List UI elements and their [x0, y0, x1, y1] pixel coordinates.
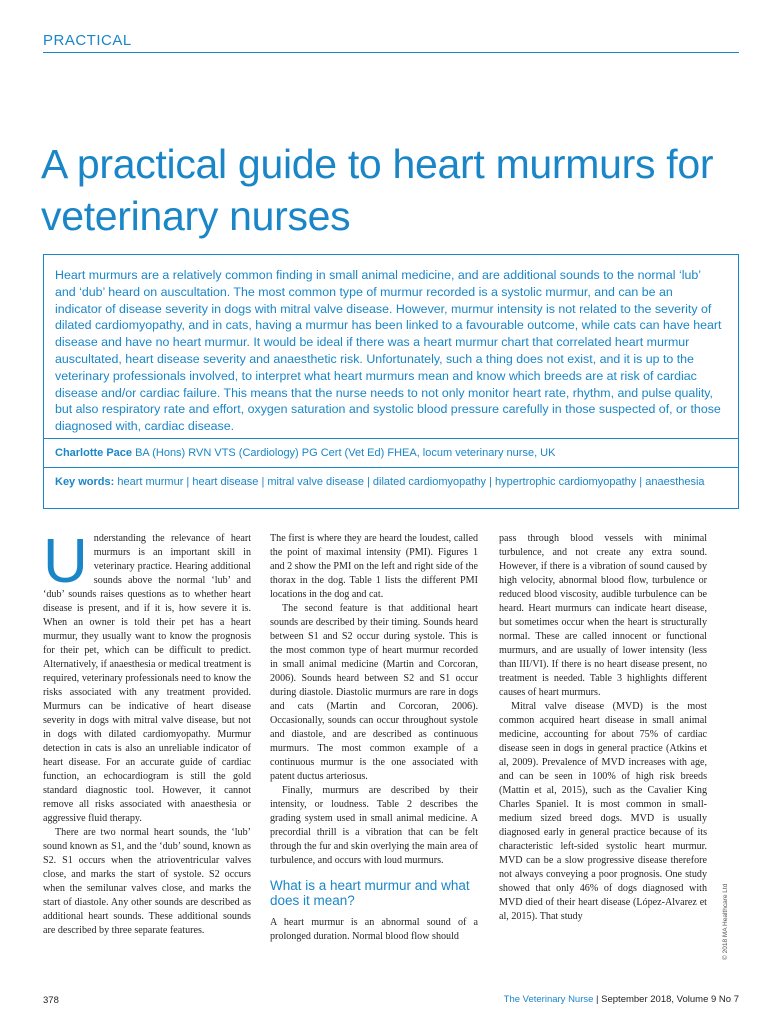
body-column-3 — [499, 532, 707, 924]
paragraph: pass through blood vessels with minimal turbulence, and not create any extra sound. However, if there is a vibration of sound caused by high velocity, abnormal blood flow, turbulence or reduced blood viscosity, audible turbulence can be heard. Heart murmurs can indicate heart disease, but sometimes occur when the heart is structurally normal. These are called innocent or functional murmurs, and are usually of lower intensity (less than III/VI). If there is no heart disease present, no treatment is needed. Table 3 highlights different causes of heart murmurs. — [499, 533, 707, 698]
abstract-divider — [44, 438, 738, 439]
paragraph: Finally, murmurs are described by their intensity, or loudness. Table 2 describes the grading system used in small animal medicine. A precordial thrill is a vibration that can be felt through the fur and skin overlying the main area of turbulence, and occurs with loud murmurs. — [270, 785, 478, 866]
abstract-text: Heart murmurs are a relatively common finding in small animal medicine, and are additional sounds to the normal ‘lub’ and ‘dub’ heard on auscultation. The most common type of murmur recorded is a systolic murmur, and can be an indicator of disease severity in dogs with mitral valve disease. However, murmur intensity is not related to the severity of dilated cardiomyopathy, and in cats, having a murmur has been linked to a favourable outcome, while cats can have heart disease and have no heart murmur. It would be ideal if there was a heart murmur chart that correlated heart murmur auscultated, heart disease severity and anaesthetic risk. Unfortunately, such a thing does not exist, and it is up to the veterinary professionals involved, to interpret what heart murmurs mean and know which breeds are at risk of cardiac disease and/or cardiac failure. This means that the nurse needs to not only monitor heart rate, rhythm, and pulse quality, but also respiratory rate and effort, oxygen saturation and systolic blood pressure carefully in those suspected of, or those diagnosed with, cardiac disease. — [55, 268, 722, 434]
page-number: 378 — [43, 995, 59, 1006]
author-credentials: BA (Hons) RVN VTS (Cardiology) PG Cert (Vet Ed) FHEA, locum veterinary nurse, UK — [135, 447, 556, 459]
journal-name: The Veterinary Nurse — [503, 994, 594, 1005]
header-rule — [43, 52, 739, 53]
paragraph: The first is where they are heard the loudest, called the point of maximal intensity (PMI). Figures 1 and 2 show the PMI on the left and right side of the thorax in the dog. Table 1 lists the different PMI locations in the dog and cat. — [270, 533, 479, 600]
abstract-box — [43, 254, 739, 509]
copyright-credit: © 2018 MA Healthcare Ltd — [722, 883, 729, 960]
author-divider — [44, 467, 738, 468]
paragraph: nderstanding the relevance of heart murmurs is an important skill in veterinary practice. Hearing additional sounds above the normal ‘lub’ and ‘dub’ sounds raises questions as to whether heart disease is present, and if it is, how severe it is. When an owner is told their pet has a heart murmur, they usually want to know the prognosis for their pet, which can be difficult to predict. Alternatively, if anaesthesia or medical treatment is required, veterinary professionals need to know the risks associated with any treatment provided. Murmurs can be indicative of heart disease severity in dogs with mitral valve disease, but not in dogs with dilated cardiomyopathy. Murmur detection in cats is also an unreliable indicator of heart disease. For an accurate guide of cardiac function, an echocardiogram is still the gold standard diagnostic tool. However, it cannot remove all risks associated with anaesthesia or aggressive fluid therapy. — [43, 533, 251, 824]
paragraph: There are two normal heart sounds, the ‘lub’ sound known as S1, and the ‘dub’ sound, known as S2. S1 occurs when the atrioventricular valves close, and marks the start of systole. S2 occurs when the semilunar valves close, and marks the start of diastole. Any other sounds are described as additional heart sounds. These additional sounds are described by three separate features. — [43, 827, 251, 936]
section-label: PRACTICAL — [43, 32, 132, 49]
article-title: A practical guide to heart murmurs for veterinary nurses — [41, 141, 714, 239]
paragraph: Mitral valve disease (MVD) is the most common acquired heart disease in small animal medicine, accounting for about 75% of cardiac disease seen in dogs in general practice (Atkins et al, 2009). Prevalence of MVD increases with age, and can be seen in 100% of high risk breeds (Mattin et al, 2015), such as the Cavalier King Charles Spaniel. It is most common in small-medium sized breed dogs. MVD is usually diagnosed early in general practice because of its characteristic left-sided systolic heart murmur. MVD can be a slow progressive disease therefore not always conveying a poor prognosis. One study showed that only 46% of dogs diagnosed with MVD died of their heart disease (López-Alvarez et al, 2015). That study — [499, 701, 707, 922]
body-column-2 — [270, 532, 478, 944]
paragraph: The second feature is that additional heart sounds are described by their timing. Sounds heard between S1 and S2 occur during systole. This is the most common type of heart murmur recorded in small animal medicine (Martin and Corcoran, 2006). Sounds heard between S2 and S1 occur during diastole. Diastolic murmurs are rare in dogs and cats (Martin and Corcoran, 2006). Occasionally, sounds can occur throughout systole and diastole, and are described as continuous murmurs. The most common example of a continuous murmur is the one associated with patent ductus arteriosus. — [270, 603, 478, 782]
paragraph: A heart murmur is an abnormal sound of a prolonged duration. Normal blood flow should — [270, 917, 478, 942]
subheading: What is a heart murmur and what does it mean? — [270, 878, 470, 908]
drop-cap: U — [43, 527, 88, 596]
issue-info: | September 2018, Volume 9 No 7 — [593, 994, 739, 1005]
keywords-label: Key words: — [55, 476, 115, 488]
keywords-text: heart murmur | heart disease | mitral valve disease | dilated cardiomyopathy | hypertrophic cardiomyopathy | anaesthesia — [117, 476, 705, 488]
author-line — [55, 446, 725, 460]
body-column-1 — [43, 527, 251, 938]
journal-footer — [504, 994, 739, 1005]
author-name: Charlotte Pace — [55, 447, 133, 459]
keywords — [55, 475, 725, 489]
